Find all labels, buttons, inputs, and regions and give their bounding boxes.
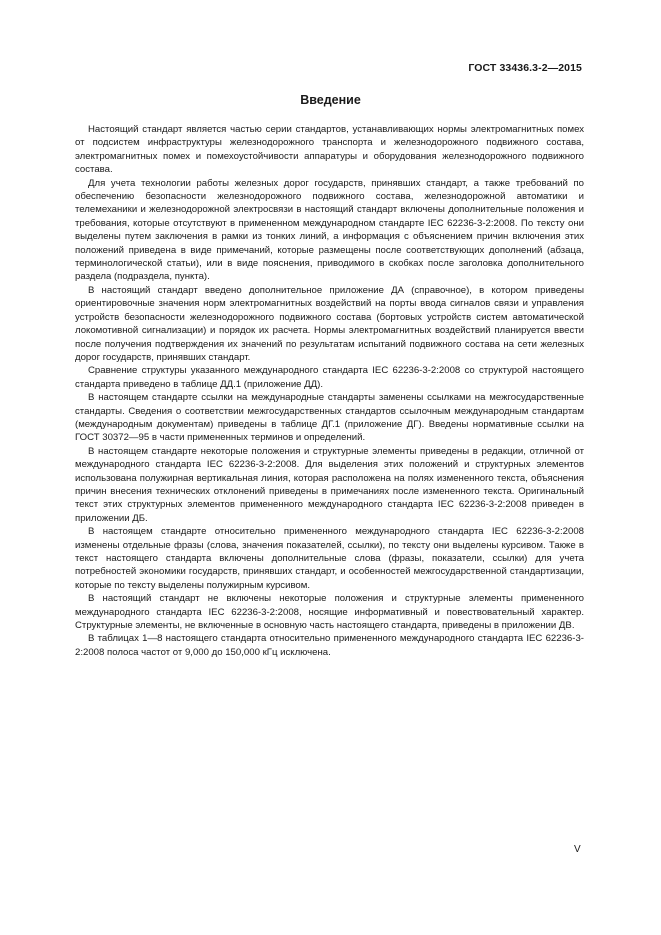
paragraph: В настоящий стандарт не включены некоторые положения и структурные элементы примененного международного стандарта IEC 62236-3-2:2008, носящие информативный и повествовательный характер. Структурные элементы, не включенные в основную часть настоящего стандарта, приведены в приложении ДВ. [75,593,584,632]
section-title: Введение [300,93,361,107]
paragraph: Сравнение структуры указанного международного стандарта IEC 62236-3-2:2008 со структурой настоящего стандарта приведено в таблице ДД.1 (приложение ДД). [75,365,584,390]
paragraph: В таблицах 1—8 настоящего стандарта относительно примененного международного стандарта IEC 62236-3-2:2008 полоса частот от 9,000 до 150,000 кГц исключена. [75,633,584,658]
paragraph: В настоящем стандарте ссылки на международные стандарты заменены ссылками на межгосударственные стандарты. Сведения о соответствии межгосударственных стандартов ссылочным международным стандартам (международным документам) приведены в таблице ДГ.1 (приложение ДГ). Введены нормативные ссылки на ГОСТ 30372—95 в части примененных терминов и определений. [75,392,584,444]
body-text [75,123,584,659]
paragraph: В настоящем стандарте относительно примененного международного стандарта IEC 62236-3-2:2008 изменены отдельные фразы (слова, значения показателей, ссылки), по тексту они выделены курсивом. Также в текст настоящего стандарта включены дополнительные слова (фразы, показатели, ссылки) для учета потребностей экономики государств, принявших стандарт, и особенностей межгосударственной стандартизации, которые по тексту выделены полужирным курсивом. [75,526,584,591]
document-id: ГОСТ 33436.3-2—2015 [468,62,582,74]
page-number: V [574,844,581,855]
paragraph: Настоящий стандарт является частью серии стандартов, устанавливающих нормы электромагнитных помех от подсистем инфраструктуры железнодорожного транспорта и железнодорожного подвижного состава, электромагнитных помех и помехоустойчивости аппаратуры и оборудования железнодорожного подвижного состава. [75,124,584,176]
paragraph: В настоящем стандарте некоторые положения и структурные элементы приведены в редакции, отличной от международного стандарта IEC 62236-3-2:2008. Для выделения этих положений и структурных элементов использована полужирная вертикальная линия, которая расположена на полях измененного текста, объяснения причин внесения технических отклонений приведены в примечаниях после измененного текста. Оригинальный текст этих структурных элементов примененного международного стандарта IEC 62236-3-2:2008 приведен в приложении ДБ. [75,445,584,524]
paragraph: В настоящий стандарт введено дополнительное приложение ДА (справочное), в котором приведены ориентировочные значения норм электромагнитных воздействий на порты ввода сигналов связи и управления устройств безопасности железнодорожного подвижного состава (бортовых устройств систем автоматической локомотивной сигнализации) и порядок их расчета. Нормы электромагнитных воздействий планируется ввести после получения подтверждения их значений по результатам испытаний подвижного состава на сети железных дорог государств, принявших стандарт. [75,284,584,363]
paragraph: Для учета технологии работы железных дорог государств, принявших стандарт, а также требований по обеспечению безопасности железнодорожного подвижного состава, железнодорожной автоматики и телемеханики и железнодорожной электросвязи в настоящий стандарт включены дополнительные положения и требования, которые отсутствуют в примененном международном стандарте IEC 62236-3-2:2008. По тексту они выделены путем заключения в рамки из тонких линий, а информация с объяснением причин включения этих положений приведена в виде примечаний, которые размещены после соответствующих дополнений (абзаца, терминологической статьи), или в виде пояснения, приводимого в скобках после заголовка дополнительного раздела (подраздела, пункта). [75,177,584,283]
